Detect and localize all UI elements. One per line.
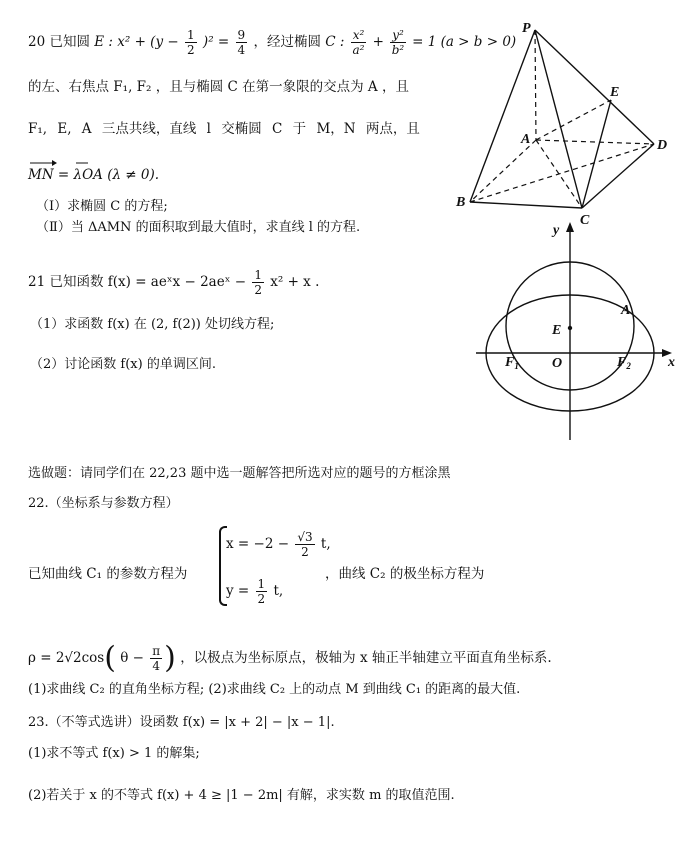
fraction: $\frac{√3}{2}$ bbox=[297, 530, 313, 559]
p20-question-1: （Ⅰ）求椭圆 C 的方程; bbox=[36, 199, 168, 214]
label-E: E bbox=[610, 85, 620, 100]
edge-CE bbox=[582, 100, 611, 208]
edge-AB bbox=[470, 140, 536, 202]
label-F2: $F_2$ bbox=[617, 355, 631, 371]
fraction: $\frac{1}{2}$ bbox=[257, 577, 266, 606]
edge-BD bbox=[470, 144, 654, 202]
p22-polar-lead: ，曲线 C₂ 的极坐标方程为 bbox=[325, 566, 485, 582]
p21-line1: 21 已知函数 f(x) = aeˣx − 2aeˣ − $\frac{1}{2}$ x² + x . bbox=[28, 268, 320, 297]
label-E: E bbox=[552, 323, 562, 338]
fraction: $\frac{9}{4}$ bbox=[237, 28, 246, 57]
label-C: C bbox=[580, 213, 590, 228]
p21-question-2: （2）讨论函数 f(x) 的单调区间. bbox=[30, 357, 216, 372]
p23-question-1: (1)求不等式 f(x) > 1 的解集; bbox=[28, 746, 200, 761]
edge-PC bbox=[535, 30, 582, 208]
fraction: $\frac{1}{2}$ bbox=[186, 28, 195, 57]
p20-line4: MN = λOA (λ ≠ 0). bbox=[28, 167, 160, 183]
p20-line2: 的左、右焦点 F₁, F₂ ，且与椭圆 C 在第一象限的交点为 A ，且 bbox=[28, 79, 409, 95]
edge-PB bbox=[470, 30, 535, 202]
p22-lead: 已知曲线 C₁ 的参数方程为 bbox=[28, 566, 188, 582]
point-E bbox=[568, 326, 572, 330]
p20-line1: 20 已知圆 E : x² + (y − $\frac{1}{2}$ )² = $\frac{9}{4}$ ，经过椭圆 C : $\frac{\text{x²}}{\text{a²}}$ + $\frac{\text{y²}}{\text{b²}}$ = 1 (a > b > 0) bbox=[28, 28, 517, 57]
label-y: y bbox=[553, 223, 560, 238]
p20-line3: F₁, E, A 三点共线，直线 l 交椭圆 C 于 M，N 两点，且 bbox=[28, 121, 420, 137]
edge-PA bbox=[535, 30, 536, 140]
label-O: O bbox=[552, 356, 563, 371]
label-D: D bbox=[657, 138, 668, 153]
label-A: A bbox=[521, 132, 531, 147]
edge-PD bbox=[535, 30, 654, 144]
fraction: $\frac{1}{2}$ bbox=[254, 268, 262, 297]
edge-AD bbox=[536, 140, 654, 144]
fraction: $\frac{\pi}{4}$ bbox=[152, 644, 161, 673]
edge-AE bbox=[536, 100, 611, 140]
label-x: x bbox=[668, 355, 675, 370]
label-P: P bbox=[522, 21, 531, 36]
label-A: A bbox=[621, 303, 631, 318]
p21-question-1: （1）求函数 f(x) 在 (2, f(2)) 处切线方程; bbox=[30, 317, 275, 332]
p23-question-2: (2)若关于 x 的不等式 f(x) + 4 ≥ |1 − 2m| 有解，求实数 m 的取值范围. bbox=[28, 788, 455, 803]
fraction: $\frac{\text{x²}}{\text{a²}}$ bbox=[352, 28, 365, 57]
label-F1: $F_1$ bbox=[505, 355, 519, 371]
p22-polar-equation: ρ = 2√2cos( θ − $\frac{\pi}{4}$ ) ，以极点为坐标原点，极轴为 x 轴正半轴建立平面直角坐标系. bbox=[28, 640, 552, 676]
choice-note: 选做题：请同学们在 22,23 题中选一题解答把所选对应的题号的方框涂黑 bbox=[28, 466, 451, 481]
label-B: B bbox=[456, 195, 466, 210]
y-axis-arrow bbox=[566, 222, 574, 232]
p22-y-equation: y = $\frac{1}{2}$ t, bbox=[226, 577, 284, 606]
edge-BC bbox=[470, 202, 582, 208]
p22-title: 22.（坐标系与参数方程） bbox=[28, 496, 179, 511]
fraction: $\frac{\text{y²}}{\text{b²}}$ bbox=[391, 28, 405, 57]
edge-CD bbox=[582, 144, 654, 208]
pyramid-figure bbox=[450, 18, 675, 230]
vector-arrows bbox=[28, 159, 88, 167]
p23-title: 23.（不等式选讲）设函数 f(x) = |x + 2| − |x − 1|. bbox=[28, 715, 335, 730]
p20-number: 20 bbox=[28, 34, 46, 50]
p22-x-equation: x = −2 − $\frac{√3}{2}$ t, bbox=[226, 530, 331, 559]
p22-subquestions: (1)求曲线 C₂ 的直角坐标方程; (2)求曲线 C₂ 上的动点 M 到曲线 C₁ 的距离的最大值. bbox=[28, 682, 521, 697]
p20-question-2: （Ⅱ）当 ΔAMN 的面积取到最大值时，求直线 l 的方程. bbox=[36, 220, 361, 235]
conic-figure bbox=[470, 220, 690, 445]
